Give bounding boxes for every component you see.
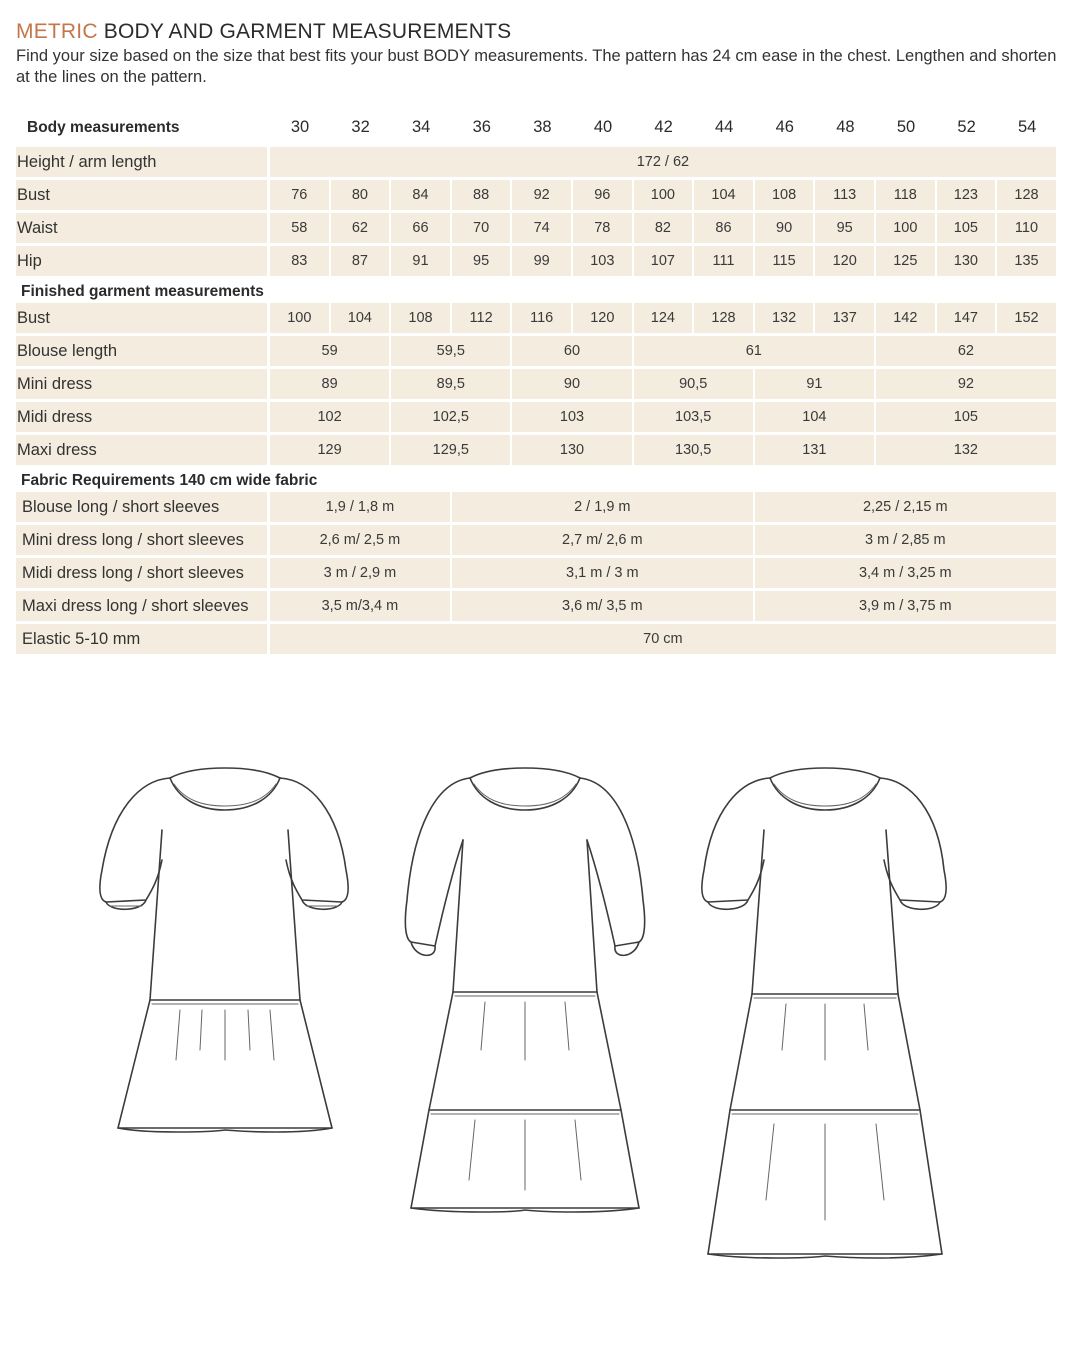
table-cell: 80 — [331, 180, 390, 210]
table-cell: 102 — [270, 402, 389, 432]
table-cell: 91 — [391, 246, 450, 276]
table-cell: 82 — [634, 213, 693, 243]
table-cell: 3 m / 2,85 m — [755, 525, 1056, 555]
table-cell: 128 — [694, 303, 753, 333]
table-cell: 2,25 / 2,15 m — [755, 492, 1056, 522]
table-cell: 91 — [755, 369, 874, 399]
size-column-header: 38 — [533, 118, 552, 136]
table-cell: 95 — [815, 213, 874, 243]
table-cell: 131 — [755, 435, 874, 465]
table-cell: 61 — [634, 336, 874, 366]
table-cell: 84 — [391, 180, 450, 210]
row-label: Waist — [16, 213, 267, 243]
size-column-header: 40 — [593, 118, 613, 136]
table-cell: 130 — [512, 435, 631, 465]
size-column-header: 42 — [654, 118, 673, 136]
size-column-header: 54 — [1018, 118, 1037, 136]
table-cell: 89,5 — [391, 369, 510, 399]
size-column-header: 32 — [351, 118, 370, 136]
row-label: Mini dress long / short sleeves — [16, 525, 267, 555]
table-cell: 120 — [573, 303, 632, 333]
size-column-header: 46 — [775, 118, 794, 136]
midi-dress-sketch-icon — [395, 760, 655, 1220]
table-cell: 137 — [815, 303, 874, 333]
table-cell: 103 — [512, 402, 631, 432]
table-cell: 128 — [997, 180, 1056, 210]
table-cell: 116 — [512, 303, 571, 333]
table-cell: 3,1 m / 3 m — [452, 558, 753, 588]
table-cell: 96 — [573, 180, 632, 210]
table-cell: 62 — [331, 213, 390, 243]
table-cell: 129,5 — [391, 435, 510, 465]
table-cell: 83 — [270, 246, 329, 276]
section-header: Finished garment measurements — [21, 283, 264, 300]
table-cell: 3,5 m/3,4 m — [270, 591, 450, 621]
row-label: Mini dress — [16, 369, 267, 399]
table-cell: 100 — [634, 180, 693, 210]
table-cell: 3 m / 2,9 m — [270, 558, 450, 588]
size-column-header: 36 — [472, 118, 491, 136]
table-cell: 103 — [573, 246, 632, 276]
table-cell: 120 — [815, 246, 874, 276]
row-label: Midi dress — [16, 402, 267, 432]
table-cell: 60 — [512, 336, 631, 366]
table-cell: 125 — [876, 246, 935, 276]
table-cell: 2,6 m/ 2,5 m — [270, 525, 450, 555]
table-cell: 105 — [876, 402, 1056, 432]
table-cell: 100 — [270, 303, 329, 333]
table-cell: 107 — [634, 246, 693, 276]
table-cell: 90,5 — [634, 369, 753, 399]
table-cell: 102,5 — [391, 402, 510, 432]
table-cell: 89 — [270, 369, 389, 399]
table-cell: 95 — [452, 246, 511, 276]
table-cell: 59,5 — [391, 336, 510, 366]
title-main: BODY AND GARMENT MEASUREMENTS — [97, 20, 512, 43]
table-cell: 3,6 m/ 3,5 m — [452, 591, 753, 621]
table-cell: 62 — [876, 336, 1056, 366]
row-label: Bust — [16, 180, 267, 210]
row-label: Maxi dress — [16, 435, 267, 465]
table-cell: 142 — [876, 303, 935, 333]
table-cell: 129 — [270, 435, 389, 465]
table-cell: 147 — [937, 303, 996, 333]
table-cell: 172 / 62 — [270, 147, 1056, 177]
table-cell: 87 — [331, 246, 390, 276]
table-cell: 1,9 / 1,8 m — [270, 492, 450, 522]
table-cell: 90 — [512, 369, 631, 399]
table-cell: 2 / 1,9 m — [452, 492, 753, 522]
table-cell: 90 — [755, 213, 814, 243]
row-label: Maxi dress long / short sleeves — [16, 591, 267, 621]
table-cell: 115 — [755, 246, 814, 276]
table-cell: 59 — [270, 336, 389, 366]
maxi-dress-sketch-icon — [690, 760, 960, 1270]
table-cell: 76 — [270, 180, 329, 210]
section-header: Fabric Requirements 140 cm wide fabric — [21, 472, 318, 489]
table-cell: 130 — [937, 246, 996, 276]
table-cell: 92 — [512, 180, 571, 210]
table-cell: 70 — [452, 213, 511, 243]
row-label: Blouse long / short sleeves — [16, 492, 267, 522]
table-cell: 103,5 — [634, 402, 753, 432]
table-cell: 123 — [937, 180, 996, 210]
table-cell: 135 — [997, 246, 1056, 276]
table-cell: 111 — [694, 246, 753, 276]
table-cell: 124 — [634, 303, 693, 333]
intro-text: Find your size based on the size that best fits your bust BODY measurements. The pattern has 24 cm ease in the chest. Lengthen and shorten at the lines on the pattern. — [16, 47, 1057, 86]
table-cell: 108 — [391, 303, 450, 333]
row-label: Elastic 5-10 mm — [16, 624, 267, 654]
table-cell: 74 — [512, 213, 571, 243]
size-column-header: 30 — [290, 118, 310, 136]
table-cell: 99 — [512, 246, 571, 276]
table-cell: 110 — [997, 213, 1056, 243]
table-cell: 104 — [694, 180, 753, 210]
table-cell: 88 — [452, 180, 511, 210]
table-cell: 130,5 — [634, 435, 753, 465]
row-label: Height / arm length — [16, 147, 267, 177]
table-cell: 70 cm — [270, 624, 1056, 654]
table-cell: 92 — [876, 369, 1056, 399]
table-cell: 132 — [876, 435, 1056, 465]
row-label: Bust — [16, 303, 267, 333]
table-cell: 3,9 m / 3,75 m — [755, 591, 1056, 621]
table-cell: 118 — [876, 180, 935, 210]
size-column-header: 34 — [412, 118, 431, 136]
size-column-header: 48 — [836, 118, 855, 136]
row-label: Midi dress long / short sleeves — [16, 558, 267, 588]
table-cell: 58 — [270, 213, 329, 243]
size-column-header: 50 — [896, 118, 916, 136]
row-label: Hip — [16, 246, 267, 276]
table-cell: 104 — [331, 303, 390, 333]
table-cell: 132 — [755, 303, 814, 333]
title-accent: METRIC — [16, 20, 98, 43]
size-column-header: 52 — [957, 118, 976, 136]
table-cell: 66 — [391, 213, 450, 243]
section-header: Body measurements — [27, 119, 180, 136]
table-cell: 86 — [694, 213, 753, 243]
table-cell: 105 — [937, 213, 996, 243]
row-label: Blouse length — [16, 336, 267, 366]
table-cell: 112 — [452, 303, 511, 333]
mini-dress-sketch-icon — [90, 760, 360, 1140]
table-cell: 152 — [997, 303, 1056, 333]
table-cell: 100 — [876, 213, 935, 243]
table-cell: 113 — [815, 180, 874, 210]
table-cell: 2,7 m/ 2,6 m — [452, 525, 753, 555]
table-cell: 3,4 m / 3,25 m — [755, 558, 1056, 588]
table-cell: 108 — [755, 180, 814, 210]
size-column-header: 44 — [715, 118, 734, 136]
table-cell: 104 — [755, 402, 874, 432]
table-cell: 78 — [573, 213, 632, 243]
